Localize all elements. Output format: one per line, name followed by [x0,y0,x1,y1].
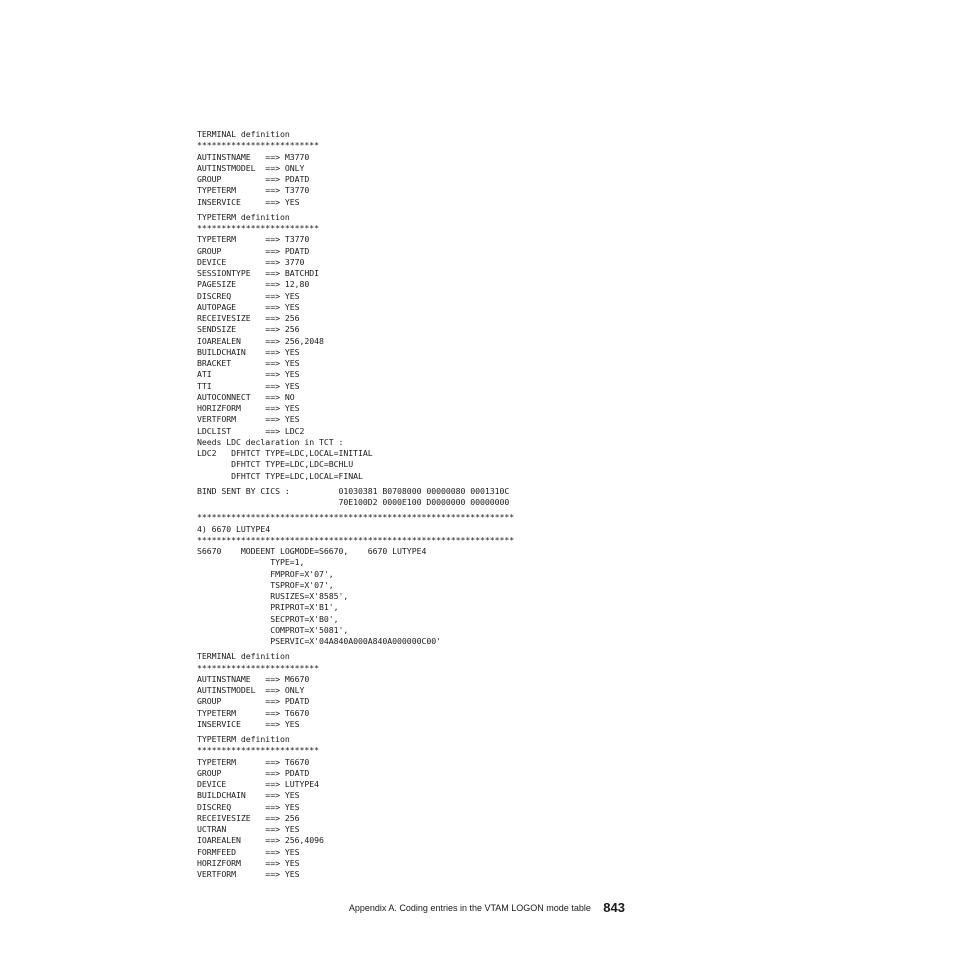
listing-line: ************************* [197,662,319,673]
listing-line: AUTINSTNAME ==> M3770 [197,151,310,162]
listing-block [197,486,617,509]
listing-line: AUTINSTNAME ==> M6670 [197,673,310,684]
listing-line: RECEIVESIZE ==> 256 [197,313,300,323]
listing-line: ************************* [197,223,319,233]
listing-line: BIND SENT BY CICS : 01030381 B0708000 00000080 0001310C [197,485,510,496]
page-number: 843 [603,900,625,916]
listing-line: IOAREALEN ==> 256,2048 [197,335,324,346]
listing-block [197,212,617,482]
listing-line: TYPETERM ==> T3770 [197,185,310,196]
listing-line: DISCREQ ==> YES [197,290,300,301]
listing-line: AUTOPAGE ==> YES [197,301,300,312]
listing-line: TERMINAL definition [197,651,290,662]
listing-line: GROUP ==> PDATD [197,696,310,707]
listing-line: SENDSIZE ==> 256 [197,324,300,335]
listing-line: TTI ==> YES [197,380,300,391]
listing-line: PAGESIZE ==> 12,80 [197,279,310,290]
code-listing [197,129,617,880]
listing-line: TYPETERM ==> T6670 [197,756,310,767]
listing-line: AUTOCONNECT ==> NO [197,391,295,402]
listing-line: S6670 MODEENT LOGMODE=S6670, 6670 LUTYPE4 [197,546,427,556]
listing-line: TYPETERM ==> T6670 [197,707,310,718]
listing-line: Needs LDC declaration in TCT : [197,436,344,447]
listing-line: HORIZFORM ==> YES [197,857,300,868]
listing-line: 4) 6670 LUTYPE4 [197,523,271,534]
listing-line: AUTINSTMODEL ==> ONLY [197,162,305,173]
listing-line: ***************************************************************** [197,512,515,523]
listing-block [197,651,617,730]
listing-line: HORIZFORM ==> YES [197,403,300,413]
listing-line: TYPE=1, [197,557,305,568]
listing-line: TYPETERM definition [197,211,290,222]
listing-line: AUTINSTMODEL ==> ONLY [197,685,305,695]
listing-line: GROUP ==> PDATD [197,767,310,778]
listing-line: INSERVICE ==> YES [197,718,300,729]
listing-line: DFHTCT TYPE=LDC,LOCAL=FINAL [197,470,363,481]
listing-line: IOAREALEN ==> 256,4096 [197,835,324,846]
listing-line: GROUP ==> PDATD [197,174,310,184]
listing-line: GROUP ==> PDATD [197,245,310,256]
listing-line: BUILDCHAIN ==> YES [197,346,300,357]
listing-line: 70E100D2 0000E100 D0000000 00000000 [197,497,510,507]
listing-line: DEVICE ==> 3770 [197,256,305,267]
listing-line: SECPROT=X'B0', [197,613,339,624]
listing-line: ATI ==> YES [197,369,300,380]
listing-line: RECEIVESIZE ==> 256 [197,812,300,823]
listing-line: TYPETERM definition [197,734,290,744]
listing-block [197,734,617,880]
listing-line: TSPROF=X'07', [197,579,334,590]
listing-line: LDC2 DFHTCT TYPE=LDC,LOCAL=INITIAL [197,448,373,458]
listing-line: DEVICE ==> LUTYPE4 [197,779,319,789]
listing-line: ************************* [197,140,319,151]
listing-line: ***************************************************************** [197,534,515,545]
listing-line: PRIPROT=X'B1', [197,602,339,613]
listing-line: ************************* [197,745,319,756]
listing-line: VERTFORM ==> YES [197,414,300,425]
listing-line: BUILDCHAIN ==> YES [197,790,300,801]
listing-line: TERMINAL definition [197,129,290,139]
listing-line: INSERVICE ==> YES [197,196,300,207]
listing-line: FORMFEED ==> YES [197,846,300,857]
listing-line: DISCREQ ==> YES [197,801,300,812]
listing-line: FMPROF=X'07', [197,568,334,579]
listing-line: BRACKET ==> YES [197,358,300,368]
listing-block [197,512,617,647]
listing-line: RUSIZES=X'8585', [197,591,349,601]
listing-block [197,129,617,208]
listing-line: DFHTCT TYPE=LDC,LDC=BCHLU [197,459,354,470]
footer-title: Appendix A. Coding entries in the VTAM LOGON mode table [348,902,591,913]
listing-line: VERTFORM ==> YES [197,869,300,879]
listing-line: UCTRAN ==> YES [197,824,300,834]
listing-line: SESSIONTYPE ==> BATCHDI [197,268,319,278]
page-footer [0,899,625,917]
listing-line: LDCLIST ==> LDC2 [197,425,305,436]
listing-line: TYPETERM ==> T3770 [197,234,310,245]
listing-line: COMPROT=X'5081', [197,624,349,635]
listing-line: PSERVIC=X'04A840A000A840A000000C00' [197,636,441,646]
